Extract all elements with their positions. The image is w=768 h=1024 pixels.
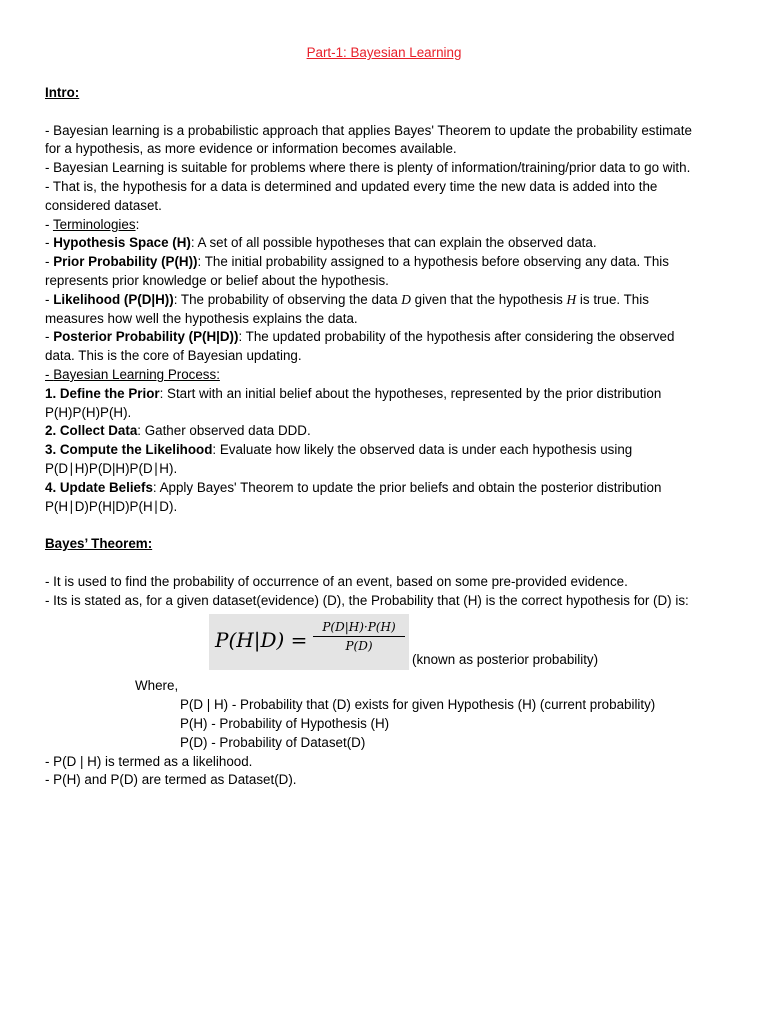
intro-line-4: - That is, the hypothesis for a data is determined and updated every time the new data is added into the (45, 178, 658, 194)
posterior-probability-item-cont: data. This is the core of Bayesian updating. (45, 348, 302, 364)
process-step-4: 4. Update Beliefs: Apply Bayes' Theorem to update the prior beliefs and obtain the posterior distribution (45, 479, 662, 495)
likelihood-item: - Likelihood (P(D|H)): The probability of observing the data D given that the hypothesis H is true. This (45, 291, 649, 307)
bayes-formula-image (209, 614, 409, 670)
process-step-2: 2. Collect Data: Gather observed data DDD. (45, 423, 311, 439)
process-heading: - Bayesian Learning Process: (45, 366, 220, 382)
definition-dataset: P(D) - Probability of Dataset(D) (180, 734, 366, 750)
document-body (45, 84, 735, 790)
terminologies-heading: - Terminologies: (45, 216, 140, 232)
process-step-3-cont: P(D∣H)P(D|H)P(D∣H). (45, 460, 178, 476)
formula-numerator: P(D|H)·P(H) (313, 620, 405, 637)
intro-line-2: for a hypothesis, as more evidence or information becomes available. (45, 141, 457, 157)
page-title: Part-1: Bayesian Learning (306, 45, 462, 60)
posterior-probability-item: - Posterior Probability (P(H|D)): The updated probability of the hypothesis after considering the observed (45, 329, 675, 345)
hypothesis-space-item: - Hypothesis Space (H): A set of all possible hypotheses that can explain the observed data. (45, 235, 597, 251)
definition-hypothesis: P(H) - Probability of Hypothesis (H) (180, 715, 390, 731)
prior-probability-item: - Prior Probability (P(H)): The initial probability assigned to a hypothesis before observing any data. This (45, 254, 669, 270)
bayes-line-4: - P(H) and P(D) are termed as Dataset(D). (45, 772, 297, 788)
formula-note: (known as posterior probability) (412, 652, 599, 668)
process-step-1: 1. Define the Prior: Start with an initial belief about the hypotheses, represented by the prior distribution (45, 385, 662, 401)
process-step-4-cont: P(H∣D)P(H|D)P(H∣D). (45, 498, 178, 514)
formula-lhs: P(H|D) = (215, 628, 308, 653)
bayes-line-3: - P(D | H) is termed as a likelihood. (45, 753, 253, 769)
intro-line-3: - Bayesian Learning is suitable for problems where there is plenty of information/training/prior data to go with. (45, 160, 691, 176)
process-step-3: 3. Compute the Likelihood: Evaluate how likely the observed data is under each hypothesis using (45, 442, 633, 458)
bayes-line-2: - Its is stated as, for a given dataset(evidence) (D), the Probability that (H) is the correct hypothesis for (D) is: (45, 592, 689, 608)
intro-heading: Intro: (45, 85, 80, 100)
prior-probability-item-cont: represents prior knowledge or belief about the hypothesis. (45, 272, 389, 288)
intro-line-5: considered dataset. (45, 197, 162, 213)
bayes-theorem-heading: Bayes’ Theorem: (45, 536, 153, 552)
process-step-1-cont: P(H)P(H)P(H). (45, 404, 132, 420)
formula-denominator: P(D) (345, 639, 373, 654)
formula-fraction (313, 620, 405, 653)
intro-line-1: - Bayesian learning is a probabilistic approach that applies Bayes' Theorem to update the probability estimate (45, 122, 692, 138)
where-label: Where, (135, 678, 179, 694)
formula-row (45, 614, 735, 677)
definition-likelihood: P(D | H) - Probability that (D) exists for given Hypothesis (H) (current probability) (180, 697, 656, 713)
bayes-line-1: - It is used to find the probability of occurrence of an event, based on some pre-provided evidence. (45, 573, 628, 589)
likelihood-item-cont: measures how well the hypothesis explains the data. (45, 310, 358, 326)
